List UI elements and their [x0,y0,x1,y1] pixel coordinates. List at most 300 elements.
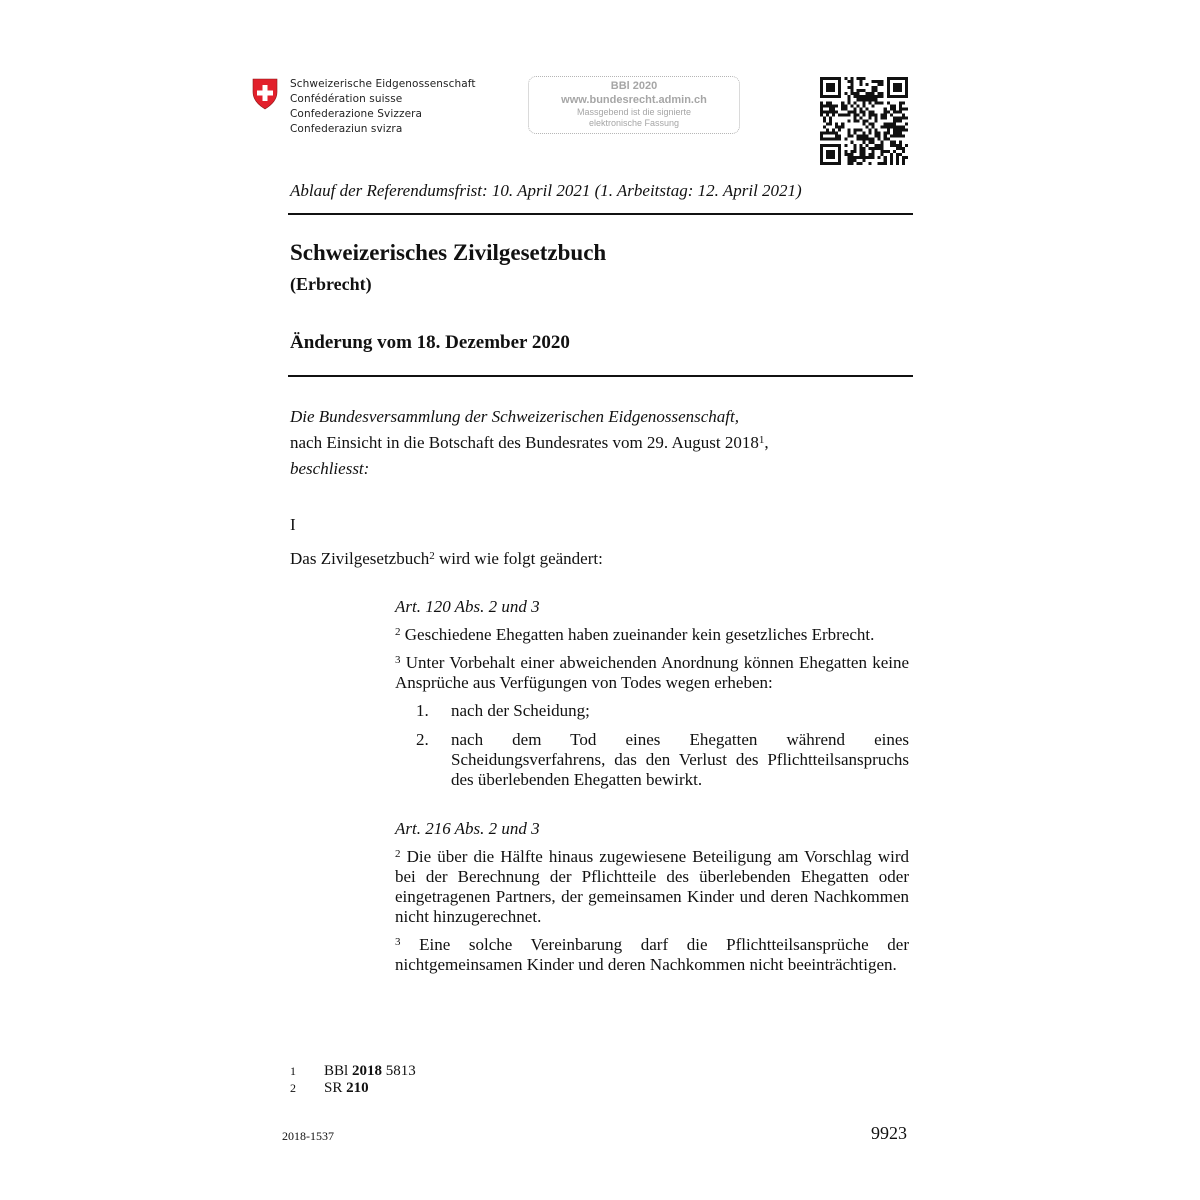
footnote-ref-1[interactable]: 1 [758,434,765,446]
qr-module [823,77,826,80]
qr-module [905,89,908,92]
qr-module [856,113,859,116]
qr-module [838,159,841,162]
qr-module [862,113,865,116]
paragraph-text: Geschiedene Ehegatten haben zueinander kein gesetzliches Erbrecht. [404,625,875,644]
qr-module [902,95,905,98]
qr-module [829,153,832,156]
qr-module [899,147,902,150]
qr-module [884,126,887,129]
qr-module [832,156,835,159]
qr-module [847,135,850,138]
qr-module [872,126,875,129]
qr-module [835,77,838,80]
qr-module [884,110,887,113]
qr-module [835,95,838,98]
qr-module [872,92,875,95]
qr-module [878,135,881,138]
qr-module [835,138,838,141]
qr-module [881,95,884,98]
qr-module [899,132,902,135]
intro-sentence [290,548,603,570]
confederation-name-block [290,77,476,137]
qr-module [853,92,856,95]
qr-module [899,153,902,156]
qr-module [823,95,826,98]
qr-module [896,129,899,132]
qr-module [835,132,838,135]
qr-module [896,77,899,80]
qr-module [896,135,899,138]
qr-code-icon [820,77,908,165]
confed-line-fr: Confédération suisse [290,93,403,105]
qr-module [862,147,865,150]
qr-module [896,162,899,165]
qr-module [847,86,850,89]
divider-top [288,213,913,215]
intro-after: wird wie folgt geändert: [434,549,603,568]
footnote-number: 1 [290,1064,296,1078]
qr-module [826,144,829,147]
preamble-line-2-end: , [764,433,769,452]
qr-module [893,135,896,138]
article-paragraph [395,625,909,645]
preamble-line-3: beschliesst: [290,459,370,478]
qr-module [847,95,850,98]
qr-module [890,156,893,159]
qr-module [899,110,902,113]
qr-module [856,89,859,92]
qr-module [890,141,893,144]
qr-module [890,123,893,126]
qr-module [859,110,862,113]
qr-module [835,126,838,129]
stamp-line-4: elektronische Fassung [588,118,680,128]
qr-module [884,162,887,165]
qr-module [878,147,881,150]
page-subtitle: (Erbrecht) [290,274,372,294]
qr-module [872,104,875,107]
qr-module [875,98,878,101]
qr-module [853,132,856,135]
qr-module [890,159,893,162]
qr-module [826,77,829,80]
qr-module [862,77,865,80]
qr-module [859,135,862,138]
qr-module [869,138,872,141]
qr-module [896,89,899,92]
qr-module [838,129,841,132]
stamp-line-2: www.bundesrecht.admin.ch [561,94,707,106]
qr-module [872,141,875,144]
amendment-date: Änderung vom 18. Dezember 2020 [290,332,570,353]
qr-module [853,116,856,119]
qr-module [859,153,862,156]
qr-module [829,77,832,80]
qr-module [850,156,853,159]
qr-module [856,104,859,107]
qr-module [890,153,893,156]
qr-module [862,150,865,153]
qr-module [905,95,908,98]
qr-module [905,83,908,86]
qr-module [905,129,908,132]
qr-module [896,159,899,162]
qr-module [826,138,829,141]
qr-module [866,83,869,86]
qr-module [866,95,869,98]
qr-module [847,132,850,135]
qr-module [881,153,884,156]
qr-module [847,159,850,162]
qr-module [832,113,835,116]
qr-module [890,162,893,165]
qr-module [829,86,832,89]
qr-module [884,132,887,135]
qr-module [862,95,865,98]
qr-module [878,132,881,135]
qr-module [902,135,905,138]
qr-module [884,138,887,141]
qr-module [887,80,890,83]
qr-module [856,138,859,141]
qr-module [881,147,884,150]
article-paragraph [395,847,909,927]
referendum-deadline: Ablauf der Referendumsfrist: 10. April 2021 (1. Arbeitstag: 12. April 2021) [290,181,802,200]
qr-module [890,107,893,110]
qr-module [902,107,905,110]
qr-module [896,95,899,98]
qr-module [820,92,823,95]
qr-module [844,153,847,156]
qr-module [872,123,875,126]
qr-module [826,89,829,92]
qr-module [829,104,832,107]
qr-module [841,126,844,129]
qr-module [881,116,884,119]
intro-before: Das Zivilgesetzbuch [290,549,430,568]
footnote-bold: 210 [346,1080,369,1096]
qr-module [838,80,841,83]
qr-module [832,129,835,132]
qr-module [890,113,893,116]
qr-module [820,107,823,110]
paragraph-text: Die über die Hälfte hinaus zugewiesene Beteiligung am Vorschlag wird bei der Berechnung der Pflichtteile des überlebenden Ehegatten oder eingetragenen Partners, der gemeinsamen Kinder und deren Nachkommen nicht hinzugerechnet. [395,847,910,926]
qr-module [872,110,875,113]
qr-module [884,159,887,162]
qr-module [856,95,859,98]
qr-module [893,123,896,126]
qr-module [820,153,823,156]
qr-module [893,129,896,132]
qr-module [869,95,872,98]
qr-module [875,101,878,104]
qr-module [878,92,881,95]
paragraph-number: 3 [395,936,401,948]
publication-stamp [528,76,740,134]
qr-module [850,135,853,138]
qr-module [835,104,838,107]
list-item-text: nach der Scheidung; [451,701,590,720]
qr-module [905,116,908,119]
qr-module [838,147,841,150]
qr-module [881,83,884,86]
qr-module [869,147,872,150]
qr-module [887,123,890,126]
qr-module [847,113,850,116]
qr-module [878,80,881,83]
qr-module [862,110,865,113]
qr-module [838,83,841,86]
qr-module [859,77,862,80]
qr-module [866,156,869,159]
qr-module [844,144,847,147]
qr-module [832,132,835,135]
qr-module [841,104,844,107]
qr-module [899,95,902,98]
qr-module [896,156,899,159]
qr-module [878,138,881,141]
qr-module [896,116,899,119]
qr-module [820,147,823,150]
qr-module [878,162,881,165]
qr-module [835,144,838,147]
qr-module [838,113,841,116]
qr-module [875,80,878,83]
qr-module [887,150,890,153]
qr-module [899,86,902,89]
footnote-prefix: BBl [324,1063,352,1079]
qr-module [832,104,835,107]
qr-module [893,126,896,129]
qr-module [826,83,829,86]
qr-module [823,119,826,122]
qr-module [872,138,875,141]
qr-module [838,162,841,165]
qr-module [872,98,875,101]
qr-module [872,89,875,92]
qr-module [905,107,908,110]
qr-module [829,95,832,98]
paragraph-number: 2 [395,626,401,638]
qr-module [887,110,890,113]
qr-module [902,101,905,104]
qr-module [859,95,862,98]
qr-module [899,104,902,107]
qr-module [872,150,875,153]
qr-module [875,132,878,135]
qr-module [838,150,841,153]
qr-module [887,89,890,92]
qr-module [869,123,872,126]
qr-module [859,138,862,141]
qr-module [850,162,853,165]
qr-module [862,138,865,141]
qr-module [896,83,899,86]
qr-module [887,101,890,104]
qr-module [841,113,844,116]
qr-module [862,132,865,135]
qr-module [869,132,872,135]
qr-module [869,162,872,165]
qr-module [823,104,826,107]
qr-module [823,144,826,147]
qr-module [890,77,893,80]
qr-module [847,162,850,165]
qr-module [820,162,823,165]
qr-module [832,144,835,147]
qr-module [859,156,862,159]
qr-module [875,89,878,92]
qr-module [856,135,859,138]
qr-module [875,135,878,138]
qr-module [853,110,856,113]
qr-module [841,101,844,104]
qr-module [853,95,856,98]
qr-module [850,141,853,144]
qr-module [875,129,878,132]
qr-module [869,153,872,156]
qr-module [893,132,896,135]
qr-module [826,153,829,156]
footnote-bold: 2018 [351,1063,382,1079]
qr-module [844,150,847,153]
stamp-line-1: BBl 2020 [610,80,658,92]
qr-module [899,107,902,110]
qr-module [875,86,878,89]
qr-module [841,107,844,110]
qr-module [832,150,835,153]
qr-module [820,104,823,107]
qr-module [835,110,838,113]
qr-module [823,162,826,165]
stamp-line-3: Massgebend ist die signierte [576,107,692,117]
qr-module [899,129,902,132]
qr-module [905,80,908,83]
qr-module [899,116,902,119]
qr-module [878,144,881,147]
qr-module [838,77,841,80]
footnote-number: 2 [290,1081,296,1095]
qr-module [835,123,838,126]
qr-module [847,80,850,83]
qr-module [820,113,823,116]
qr-module [862,135,865,138]
qr-module [881,150,884,153]
qr-module [893,86,896,89]
qr-module [869,129,872,132]
qr-module [850,110,853,113]
qr-module [853,119,856,122]
qr-module [829,123,832,126]
footnote-ref-2[interactable]: 2 [429,550,435,562]
qr-module [890,144,893,147]
qr-module [887,83,890,86]
qr-module [856,98,859,101]
qr-module [862,153,865,156]
qr-module [872,147,875,150]
qr-module [866,119,869,122]
qr-module [875,147,878,150]
qr-module [902,129,905,132]
qr-module [866,107,869,110]
qr-module [887,77,890,80]
qr-module [893,119,896,122]
qr-module [826,150,829,153]
qr-module [866,135,869,138]
document-number: 2018-1537 [282,1129,334,1143]
qr-module [869,101,872,104]
qr-module [872,86,875,89]
qr-module [866,138,869,141]
qr-module [869,98,872,101]
qr-module [859,150,862,153]
qr-module [884,135,887,138]
qr-module [884,107,887,110]
qr-module [829,107,832,110]
qr-module [847,129,850,132]
qr-module [826,129,829,132]
qr-module [862,159,865,162]
qr-module [847,98,850,101]
page-number: 9923 [871,1123,907,1143]
qr-module [850,104,853,107]
qr-module [859,98,862,101]
qr-module [878,156,881,159]
qr-module [832,86,835,89]
article-120 [395,597,909,790]
qr-module [850,86,853,89]
qr-module [862,101,865,104]
qr-module [829,116,832,119]
qr-module [820,110,823,113]
qr-module [881,162,884,165]
qr-module [853,147,856,150]
qr-module [850,89,853,92]
qr-module [884,156,887,159]
qr-module [905,144,908,147]
qr-module [841,123,844,126]
qr-module [838,153,841,156]
qr-module [902,162,905,165]
qr-module [850,80,853,83]
qr-module [844,113,847,116]
qr-module [896,147,899,150]
divider-title [288,375,913,377]
list-item [395,730,909,790]
paragraph-text: Eine solche Vereinbarung darf die Pflichtteilsansprüche der nichtgemeinsamen Kinder und deren Nachkommen nicht beeinträchtigen. [395,935,909,974]
qr-module [902,147,905,150]
qr-module [899,83,902,86]
qr-module [862,156,865,159]
qr-module [832,107,835,110]
qr-module [878,101,881,104]
qr-module [826,110,829,113]
qr-module [832,153,835,156]
qr-module [832,138,835,141]
article-paragraph [395,935,909,975]
qr-module [869,113,872,116]
qr-module [853,159,856,162]
confed-line-it: Confederazione Svizzera [290,108,423,120]
qr-module [829,119,832,122]
list-item-number: 2. [416,730,429,749]
qr-module [869,92,872,95]
qr-module [850,150,853,153]
qr-module [887,86,890,89]
qr-module [820,135,823,138]
qr-module [853,129,856,132]
